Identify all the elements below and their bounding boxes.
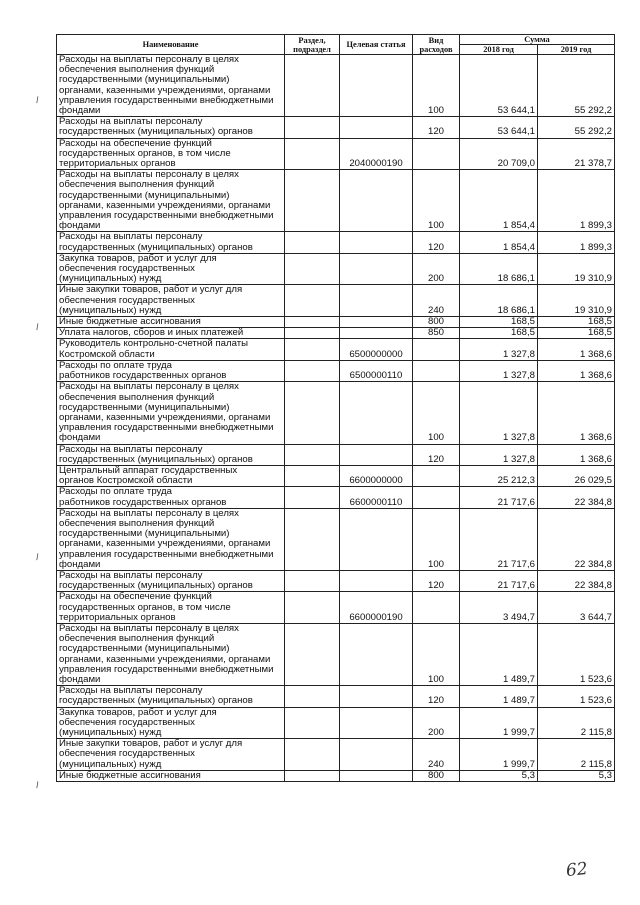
- margin-tick: \: [34, 94, 41, 106]
- row-name: Центральный аппарат государственных органов Костромской области: [57, 465, 285, 486]
- row-name: Иные закупки товаров, работ и услуг для обеспечения государственных (муниципальных) нужд: [57, 285, 285, 317]
- row-target: [340, 739, 413, 771]
- row-section: [285, 465, 340, 486]
- header-type: Вид расходов: [413, 35, 460, 55]
- row-sum-2019: 1 523,6: [538, 686, 615, 707]
- row-sum-2018: 21 717,6: [460, 508, 538, 570]
- row-section: [285, 707, 340, 739]
- row-name: Расходы на выплаты персоналу государственных (муниципальных) органов: [57, 570, 285, 591]
- table-row: [57, 686, 615, 707]
- row-section: [285, 232, 340, 253]
- row-name: Расходы на выплаты персоналу государственных (муниципальных) органов: [57, 444, 285, 465]
- table-body: [57, 55, 615, 782]
- row-type: [413, 487, 460, 508]
- row-section: [285, 328, 340, 339]
- table-row: [57, 382, 615, 444]
- margin-tick: \: [34, 321, 41, 333]
- row-sum-2019: 1 899,3: [538, 170, 615, 232]
- row-sum-2018: 1 327,8: [460, 339, 538, 360]
- row-type: 100: [413, 508, 460, 570]
- row-section: [285, 623, 340, 685]
- row-sum-2018: 168,5: [460, 328, 538, 339]
- row-sum-2019: 168,5: [538, 317, 615, 328]
- row-name: Расходы на обеспечение функций государственных органов, в том числе территориальных органов: [57, 138, 285, 170]
- row-type: [413, 592, 460, 624]
- table-row: [57, 508, 615, 570]
- row-target: 6500000000: [340, 339, 413, 360]
- row-section: [285, 55, 340, 117]
- row-sum-2018: 3 494,7: [460, 592, 538, 624]
- row-section: [285, 339, 340, 360]
- row-sum-2019: 22 384,8: [538, 570, 615, 591]
- row-target: 2040000190: [340, 138, 413, 170]
- row-target: [340, 382, 413, 444]
- row-sum-2018: 1 854,4: [460, 232, 538, 253]
- table-row: [57, 444, 615, 465]
- row-section: [285, 686, 340, 707]
- row-type: 850: [413, 328, 460, 339]
- row-name: Расходы на выплаты персоналу в целях обеспечения выполнения функций государственными (муниципальными) органами, казенными учреждениями, органами управления государственными внебюджетными фондами: [57, 170, 285, 232]
- row-name: Иные закупки товаров, работ и услуг для обеспечения государственных (муниципальных) нужд: [57, 739, 285, 771]
- row-sum-2018: 1 327,8: [460, 444, 538, 465]
- row-type: 100: [413, 623, 460, 685]
- row-name: Иные бюджетные ассигнования: [57, 317, 285, 328]
- row-sum-2018: 18 686,1: [460, 253, 538, 285]
- margin-tick: \: [34, 551, 41, 563]
- table-row: [57, 117, 615, 138]
- row-type: [413, 360, 460, 381]
- row-sum-2018: 1 854,4: [460, 170, 538, 232]
- row-target: [340, 55, 413, 117]
- row-target: [340, 285, 413, 317]
- row-section: [285, 444, 340, 465]
- header-section: Раздел, подраздел: [285, 35, 340, 55]
- row-sum-2019: 2 115,8: [538, 707, 615, 739]
- row-sum-2018: 18 686,1: [460, 285, 538, 317]
- row-target: [340, 117, 413, 138]
- margin-tick: \: [34, 779, 41, 791]
- table-row: [57, 770, 615, 781]
- row-section: [285, 170, 340, 232]
- row-sum-2019: 168,5: [538, 328, 615, 339]
- row-target: [340, 328, 413, 339]
- row-type: [413, 465, 460, 486]
- row-sum-2019: 19 310,9: [538, 285, 615, 317]
- row-sum-2018: 1 327,8: [460, 382, 538, 444]
- table-row: [57, 232, 615, 253]
- row-type: 100: [413, 170, 460, 232]
- row-name: Расходы по оплате труда работников государственных органов: [57, 360, 285, 381]
- table-row: [57, 253, 615, 285]
- row-name: Расходы на выплаты персоналу государственных (муниципальных) органов: [57, 232, 285, 253]
- row-type: [413, 339, 460, 360]
- header-year-2019: 2019 год: [538, 45, 615, 55]
- row-section: [285, 570, 340, 591]
- row-target: [340, 707, 413, 739]
- row-target: [340, 232, 413, 253]
- row-section: [285, 739, 340, 771]
- row-name: Расходы на выплаты персоналу государственных (муниципальных) органов: [57, 686, 285, 707]
- row-sum-2019: 55 292,2: [538, 55, 615, 117]
- row-sum-2018: 21 717,6: [460, 570, 538, 591]
- row-target: [340, 508, 413, 570]
- row-sum-2019: 1 523,6: [538, 623, 615, 685]
- row-target: [340, 686, 413, 707]
- row-target: 6600000000: [340, 465, 413, 486]
- row-type: 800: [413, 770, 460, 781]
- row-sum-2018: 20 709,0: [460, 138, 538, 170]
- table-row: [57, 592, 615, 624]
- row-sum-2018: 1 327,8: [460, 360, 538, 381]
- table-row: [57, 570, 615, 591]
- row-target: [340, 444, 413, 465]
- row-sum-2019: 21 378,7: [538, 138, 615, 170]
- row-section: [285, 592, 340, 624]
- row-sum-2018: 168,5: [460, 317, 538, 328]
- row-sum-2019: 3 644,7: [538, 592, 615, 624]
- row-sum-2019: 26 029,5: [538, 465, 615, 486]
- table-row: [57, 487, 615, 508]
- table-row: [57, 328, 615, 339]
- handwritten-page-number: 62: [565, 858, 589, 882]
- row-type: 800: [413, 317, 460, 328]
- row-sum-2019: 55 292,2: [538, 117, 615, 138]
- row-target: [340, 253, 413, 285]
- header-year-2018: 2018 год: [460, 45, 538, 55]
- table-row: [57, 739, 615, 771]
- table-row: [57, 317, 615, 328]
- row-type: 240: [413, 739, 460, 771]
- row-type: 200: [413, 253, 460, 285]
- row-type: 100: [413, 55, 460, 117]
- row-target: [340, 317, 413, 328]
- row-section: [285, 117, 340, 138]
- row-name: Расходы на обеспечение функций государственных органов, в том числе территориальных органов: [57, 592, 285, 624]
- row-sum-2018: 53 644,1: [460, 117, 538, 138]
- table-row: [57, 339, 615, 360]
- row-target: [340, 170, 413, 232]
- row-target: 6500000110: [340, 360, 413, 381]
- row-name: Расходы на выплаты персоналу в целях обеспечения выполнения функций государственными (муниципальными) органами, казенными учреждениями, органами управления государственными внебюджетными фондами: [57, 508, 285, 570]
- row-name: Расходы по оплате труда работников государственных органов: [57, 487, 285, 508]
- row-type: 120: [413, 232, 460, 253]
- row-sum-2019: 2 115,8: [538, 739, 615, 771]
- row-name: Руководитель контрольно-счетной палаты Костромской области: [57, 339, 285, 360]
- row-sum-2019: 1 368,6: [538, 382, 615, 444]
- row-section: [285, 360, 340, 381]
- row-type: 120: [413, 570, 460, 591]
- row-type: 100: [413, 382, 460, 444]
- header-sum: Сумма: [460, 35, 615, 45]
- row-name: Иные бюджетные ассигнования: [57, 770, 285, 781]
- row-name: Уплата налогов, сборов и иных платежей: [57, 328, 285, 339]
- row-type: 120: [413, 444, 460, 465]
- row-sum-2018: 53 644,1: [460, 55, 538, 117]
- row-target: [340, 570, 413, 591]
- row-section: [285, 508, 340, 570]
- row-sum-2018: 5,3: [460, 770, 538, 781]
- row-sum-2018: 21 717,6: [460, 487, 538, 508]
- row-name: Закупка товаров, работ и услуг для обеспечения государственных (муниципальных) нужд: [57, 707, 285, 739]
- row-sum-2019: 5,3: [538, 770, 615, 781]
- budget-table: [56, 34, 615, 782]
- header-target: Целевая статья: [340, 35, 413, 55]
- table-row: [57, 623, 615, 685]
- row-sum-2019: 1 899,3: [538, 232, 615, 253]
- row-section: [285, 253, 340, 285]
- table-row: [57, 138, 615, 170]
- row-name: Закупка товаров, работ и услуг для обеспечения государственных (муниципальных) нужд: [57, 253, 285, 285]
- row-section: [285, 138, 340, 170]
- row-section: [285, 770, 340, 781]
- row-sum-2019: 1 368,6: [538, 339, 615, 360]
- row-section: [285, 285, 340, 317]
- table-row: [57, 285, 615, 317]
- table-row: [57, 360, 615, 381]
- row-target: [340, 623, 413, 685]
- row-type: 120: [413, 117, 460, 138]
- row-section: [285, 317, 340, 328]
- row-type: 240: [413, 285, 460, 317]
- row-sum-2019: 1 368,6: [538, 444, 615, 465]
- table-row: [57, 707, 615, 739]
- row-sum-2019: 22 384,8: [538, 487, 615, 508]
- row-target: 6600000190: [340, 592, 413, 624]
- header-name: Наименование: [57, 35, 285, 55]
- row-name: Расходы на выплаты персоналу в целях обеспечения выполнения функций государственными (муниципальными) органами, казенными учреждениями, органами управления государственными внебюджетными фондами: [57, 382, 285, 444]
- row-sum-2019: 22 384,8: [538, 508, 615, 570]
- row-sum-2019: 1 368,6: [538, 360, 615, 381]
- row-sum-2018: 1 999,7: [460, 707, 538, 739]
- table-row: [57, 170, 615, 232]
- row-name: Расходы на выплаты персоналу в целях обеспечения выполнения функций государственными (муниципальными) органами, казенными учреждениями, органами управления государственными внебюджетными фондами: [57, 55, 285, 117]
- row-type: 120: [413, 686, 460, 707]
- row-sum-2018: 1 999,7: [460, 739, 538, 771]
- row-sum-2019: 19 310,9: [538, 253, 615, 285]
- row-section: [285, 382, 340, 444]
- row-name: Расходы на выплаты персоналу государственных (муниципальных) органов: [57, 117, 285, 138]
- row-sum-2018: 25 212,3: [460, 465, 538, 486]
- header-row: [57, 35, 615, 45]
- row-name: Расходы на выплаты персоналу в целях обеспечения выполнения функций государственными (муниципальными) органами, казенными учреждениями, органами управления государственными внебюджетными фондами: [57, 623, 285, 685]
- row-sum-2018: 1 489,7: [460, 623, 538, 685]
- row-target: [340, 770, 413, 781]
- row-type: [413, 138, 460, 170]
- row-target: 6600000110: [340, 487, 413, 508]
- table-row: [57, 465, 615, 486]
- row-type: 200: [413, 707, 460, 739]
- table-row: [57, 55, 615, 117]
- row-sum-2018: 1 489,7: [460, 686, 538, 707]
- row-section: [285, 487, 340, 508]
